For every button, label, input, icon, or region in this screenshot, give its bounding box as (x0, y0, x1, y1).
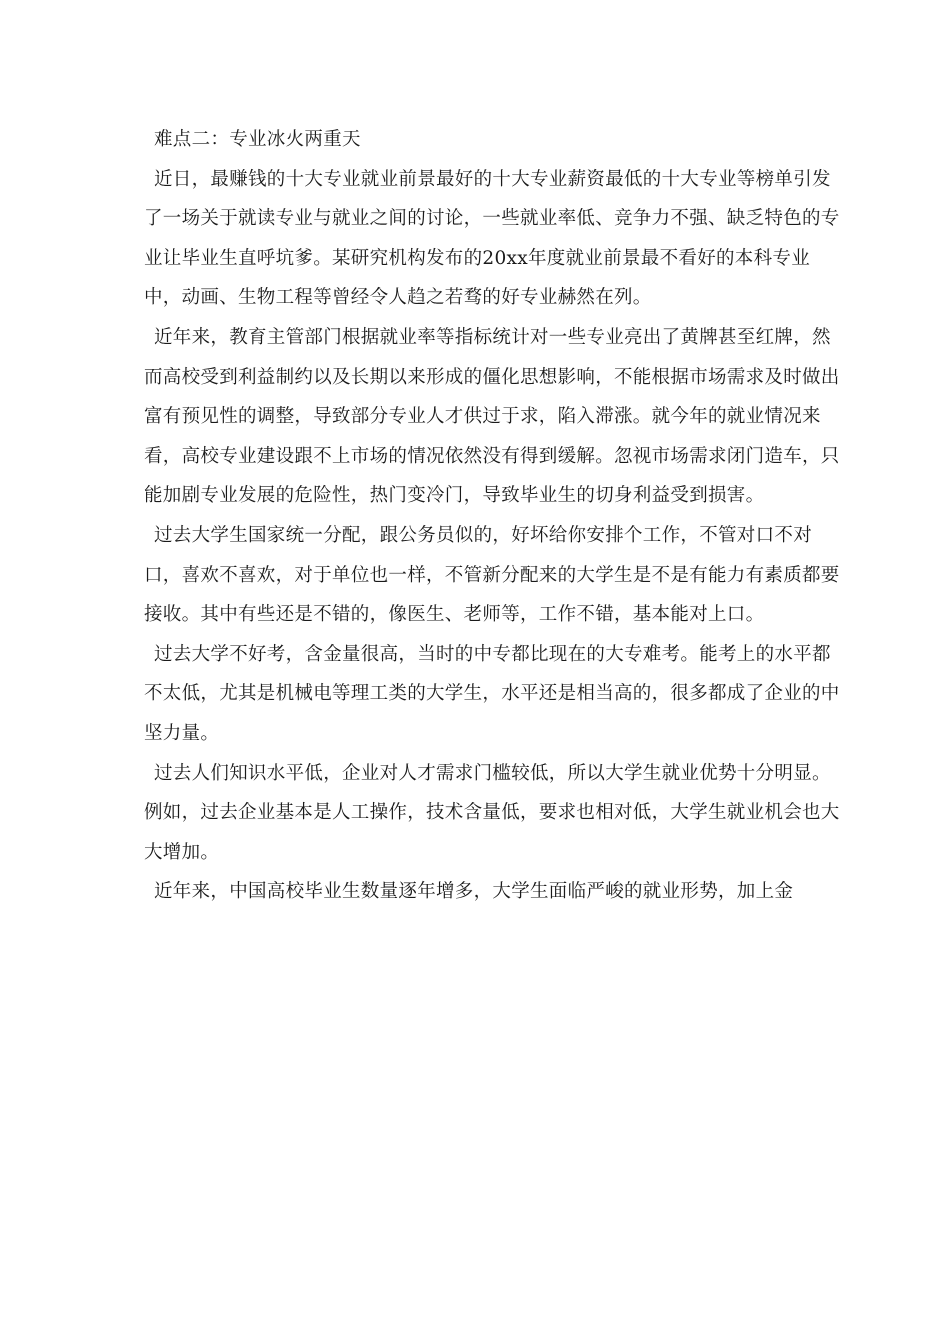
paragraph-6: 近年来，中国高校毕业生数量逐年增多，大学生面临严峻的就业形势，加上金 (154, 881, 794, 903)
paragraph-5: 过去人们知识水平低，企业对人才需求门槛较低，所以大学生就业优势十分明显。例如，过去企业基本是人工操作，技术含量低，要求也相对低，大学生就业机会也大大增加。 (144, 762, 840, 863)
paragraph-1: 近日，最赚钱的十大专业就业前景最好的十大专业薪资最低的十大专业等榜单引发了一场关于就读专业与就业之间的讨论，一些就业率低、竞争力不强、缺乏特色的专业让毕业生直呼坑爹。某研究机构发布的20xx年度就业前景最不看好的本科专业中，动画、生物工程等曾经令人趋之若骛的好专业赫然在列。 (144, 168, 840, 309)
paragraph-4: 过去大学不好考，含金量很高，当时的中专都比现在的大专难考。能考上的水平都不太低，尤其是机械电等理工类的大学生，水平还是相当高的，很多都成了企业的中坚力量。 (144, 643, 840, 744)
paragraph-2: 近年来，教育主管部门根据就业率等指标统计对一些专业亮出了黄牌甚至红牌，然而高校受到利益制约以及长期以来形成的僵化思想影响，不能根据市场需求及时做出富有预见性的调整，导致部分专业人才供过于求，陷入滞涨。就今年的就业情况来看，高校专业建设跟不上市场的情况依然没有得到缓解。忽视市场需求闭门造车，只能加剧专业发展的危险性，热门变冷门，导致毕业生的切身利益受到损害。 (144, 326, 840, 507)
paragraph-3: 过去大学生国家统一分配，跟公务员似的，好坏给你安排个工作，不管对口不对口，喜欢不喜欢，对于单位也一样，不管新分配来的大学生是不是有能力有素质都要接收。其中有些还是不错的，像医生、老师等，工作不错，基本能对上口。 (144, 524, 840, 626)
document-body (144, 120, 844, 912)
section-heading: 难点二：专业冰火两重天 (154, 129, 361, 150)
